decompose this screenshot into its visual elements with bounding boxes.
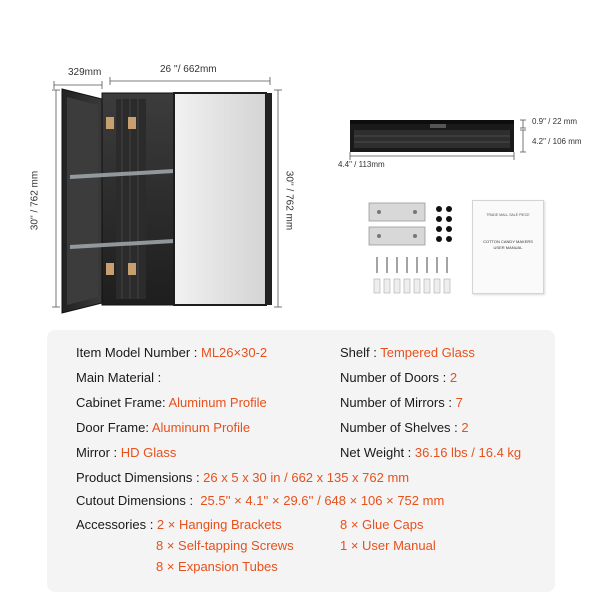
shelves-row bbox=[340, 420, 469, 436]
mirrors-label: Number of Mirrors : bbox=[340, 395, 456, 410]
accessories-row bbox=[76, 517, 282, 533]
doors-row bbox=[340, 370, 457, 386]
cabinet-frame-value: Aluminum Profile bbox=[168, 395, 267, 410]
accessories-row-2 bbox=[156, 538, 294, 554]
accessory-item: 8 × Glue Caps bbox=[340, 517, 424, 532]
product-dimensions-row bbox=[76, 470, 409, 486]
side-view-diagram bbox=[330, 100, 582, 180]
net-weight-row bbox=[340, 445, 521, 461]
product-dimensions-label: Product Dimensions : bbox=[76, 470, 204, 485]
accessory-item: 1 × User Manual bbox=[340, 538, 436, 553]
cutout-dimensions-row bbox=[76, 493, 444, 509]
height-dimension-label-left: 30'' / 762 mm bbox=[29, 170, 41, 231]
net-weight-label: Net Weight : bbox=[340, 445, 415, 460]
accessories-col2-row-1 bbox=[340, 517, 423, 533]
shelf-label: Shelf : bbox=[340, 345, 381, 360]
side-width-dimension-label: 4.4" / 113mm bbox=[338, 160, 385, 169]
accessories-label: Accessories : bbox=[76, 517, 157, 532]
accessories-row-3 bbox=[156, 559, 278, 575]
manual-name-line-1: COTTON CANDY MAKERS bbox=[483, 239, 533, 244]
item-model-row bbox=[76, 345, 267, 361]
user-manual-illustration bbox=[472, 200, 544, 294]
item-model-value: ML26×30-2 bbox=[201, 345, 268, 360]
accessory-item: 8 × Self-tapping Screws bbox=[156, 538, 294, 553]
mirrors-value: 7 bbox=[455, 395, 463, 410]
cutout-dimensions-value: 25.5'' × 4.1'' × 29.6'' / 648 × 106 × 752 mm bbox=[200, 493, 445, 508]
cutout-dimensions-label: Cutout Dimensions : bbox=[76, 493, 201, 508]
depth-dimension-label: 329mm bbox=[68, 67, 102, 78]
shelf-row bbox=[340, 345, 475, 361]
height-dimension-label-right: 30'' / 762 mm bbox=[283, 170, 295, 231]
side-depth-dimension-label: 4.2" / 106 mm bbox=[532, 137, 582, 146]
door-frame-row bbox=[76, 420, 250, 436]
mirror-row bbox=[76, 445, 176, 461]
mirrors-row bbox=[340, 395, 463, 411]
net-weight-value: 36.16 lbs / 16.4 kg bbox=[414, 445, 522, 460]
cabinet-frame-label: Cabinet Frame: bbox=[76, 395, 169, 410]
doors-label: Number of Doors : bbox=[340, 370, 450, 385]
shelves-value: 2 bbox=[461, 420, 469, 435]
product-diagram bbox=[30, 55, 330, 325]
door-frame-label: Door Frame: bbox=[76, 420, 152, 435]
mirror-value: HD Glass bbox=[120, 445, 177, 460]
product-dimensions-value: 26 x 5 x 30 in / 662 x 135 x 762 mm bbox=[203, 470, 410, 485]
shelf-value: Tempered Glass bbox=[380, 345, 475, 360]
mirror-label: Mirror : bbox=[76, 445, 121, 460]
width-dimension-label: 26 ''/ 662mm bbox=[160, 64, 217, 75]
doors-value: 2 bbox=[449, 370, 458, 385]
accessory-item: 8 × Expansion Tubes bbox=[156, 559, 278, 574]
main-material-row bbox=[76, 370, 161, 386]
shelves-label: Number of Shelves : bbox=[340, 420, 462, 435]
cabinet-frame-row bbox=[76, 395, 267, 411]
side-top-dimension-label: 0.9" / 22 mm bbox=[532, 117, 578, 126]
manual-title-line: TRADE MALL SALE PIECE bbox=[486, 213, 530, 217]
main-material-label: Main Material : bbox=[76, 370, 162, 385]
item-model-label: Item Model Number : bbox=[76, 345, 201, 360]
accessory-item: 2 × Hanging Brackets bbox=[156, 517, 282, 532]
accessories-illustration bbox=[355, 195, 465, 305]
accessories-col2-row-2 bbox=[340, 538, 436, 554]
manual-name-line-2: USER MANUAL bbox=[493, 245, 523, 250]
door-frame-value: Aluminum Profile bbox=[151, 420, 251, 435]
